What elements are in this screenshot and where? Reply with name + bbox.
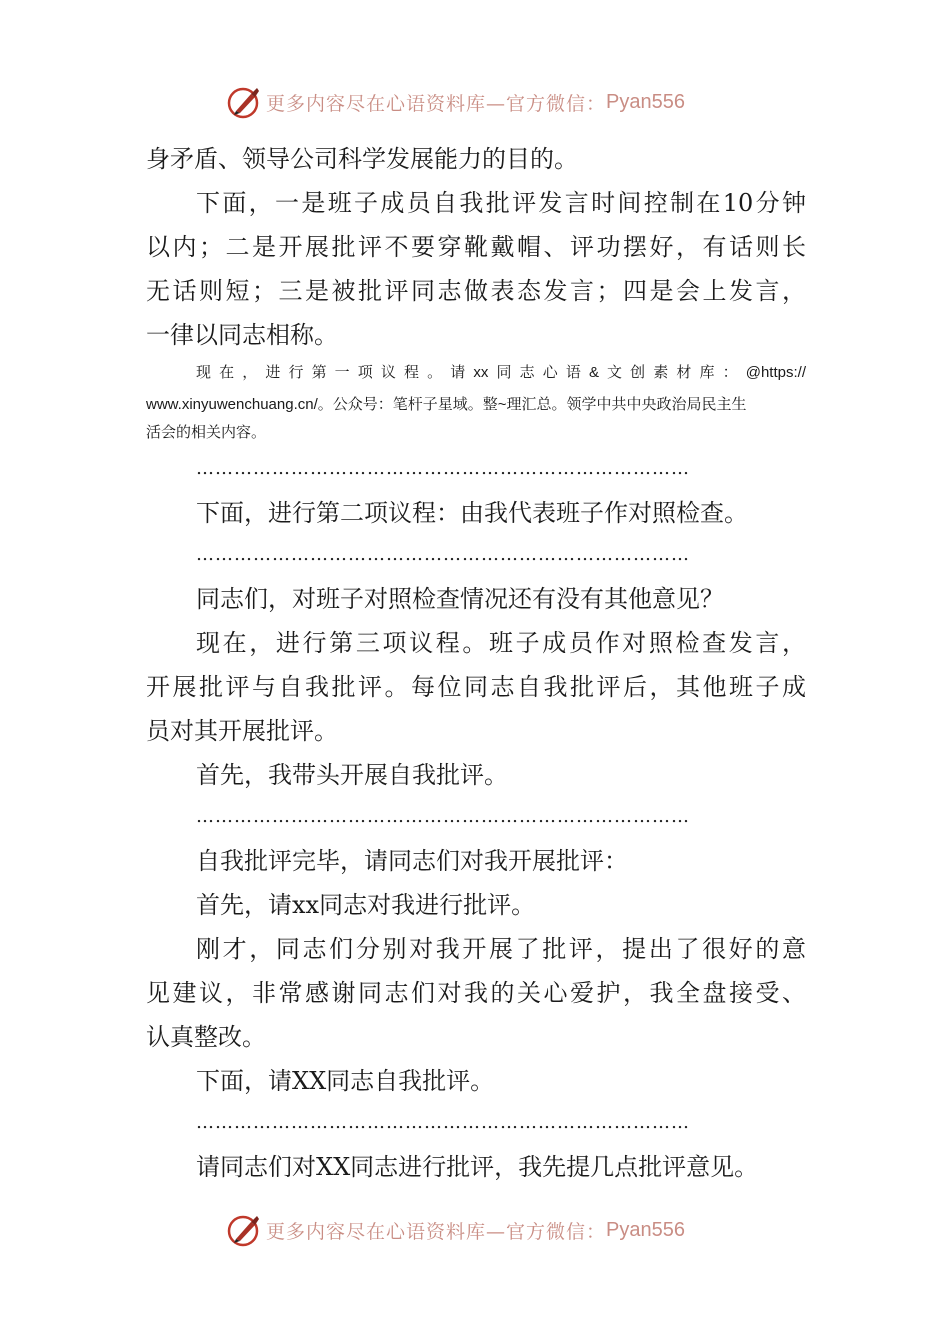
footer-brand-text: 更多内容尽在心语资料库—官方微信：	[266, 1220, 607, 1243]
paragraph-line: 自我批评完毕，请同志们对我开展批评：	[196, 847, 628, 875]
paragraph-line: 开展批评与自我批评。每位同志自我批评后，其他班子成	[146, 673, 806, 701]
paragraph-line: 首先，我带头开展自我批评。	[196, 761, 508, 789]
pen-logo-icon	[226, 84, 262, 120]
ellipsis-separator: ……………………………………………………………………	[196, 1112, 690, 1133]
paragraph-line: 同志们，对班子对照检查情况还有没有其他意见？	[196, 585, 724, 613]
paragraph-line: 首先，请xx同志对我进行批评。	[196, 891, 536, 919]
ellipsis-separator: ……………………………………………………………………	[196, 458, 690, 479]
footer-brand-handle: Pyan556	[606, 1218, 685, 1241]
note-line: www.xinyuwenchuang.cn/。公众号：笔杆子星域。整~理汇总。领学中共中央政治局民主生	[146, 396, 747, 413]
paragraph-line: 请同志们对XX同志进行批评，我先提几点批评意见。	[196, 1153, 759, 1181]
note-line: 活会的相关内容。	[146, 424, 267, 441]
paragraph-line: 一律以同志相称。	[146, 321, 338, 349]
paragraph-line: 下面，进行第二项议程：由我代表班子作对照检查。	[196, 499, 748, 527]
note-line: 现在，进行第一项议程。请xx同志心语&文创素材库：@https://	[196, 364, 806, 381]
ellipsis-separator: ……………………………………………………………………	[196, 806, 690, 827]
paragraph-line: 员对其开展批评。	[146, 717, 338, 745]
header-brand	[226, 82, 685, 122]
header-brand-handle: Pyan556	[606, 90, 685, 113]
paragraph-line: 无话则短；三是被批评同志做表态发言；四是会上发言，	[146, 277, 806, 305]
paragraph-line: 下面，一是班子成员自我批评发言时间控制在10分钟	[196, 189, 806, 217]
paragraph-line: 认真整改。	[146, 1023, 266, 1051]
paragraph-line: 身矛盾、领导公司科学发展能力的目的。	[146, 145, 578, 173]
paragraph-line: 下面，请XX同志自我批评。	[196, 1067, 495, 1095]
paragraph-line: 见建议，非常感谢同志们对我的关心爱护，我全盘接受、	[146, 979, 806, 1007]
footer-brand	[226, 1210, 685, 1250]
header-brand-text: 更多内容尽在心语资料库—官方微信：	[266, 92, 607, 115]
paragraph-line: 刚才，同志们分别对我开展了批评，提出了很好的意	[196, 935, 806, 963]
pen-logo-icon	[226, 1212, 262, 1248]
paragraph-line: 现在，进行第三项议程。班子成员作对照检查发言，	[196, 629, 806, 657]
paragraph-line: 以内；二是开展批评不要穿靴戴帽、评功摆好，有话则长	[146, 233, 806, 261]
ellipsis-separator: ……………………………………………………………………	[196, 544, 690, 565]
